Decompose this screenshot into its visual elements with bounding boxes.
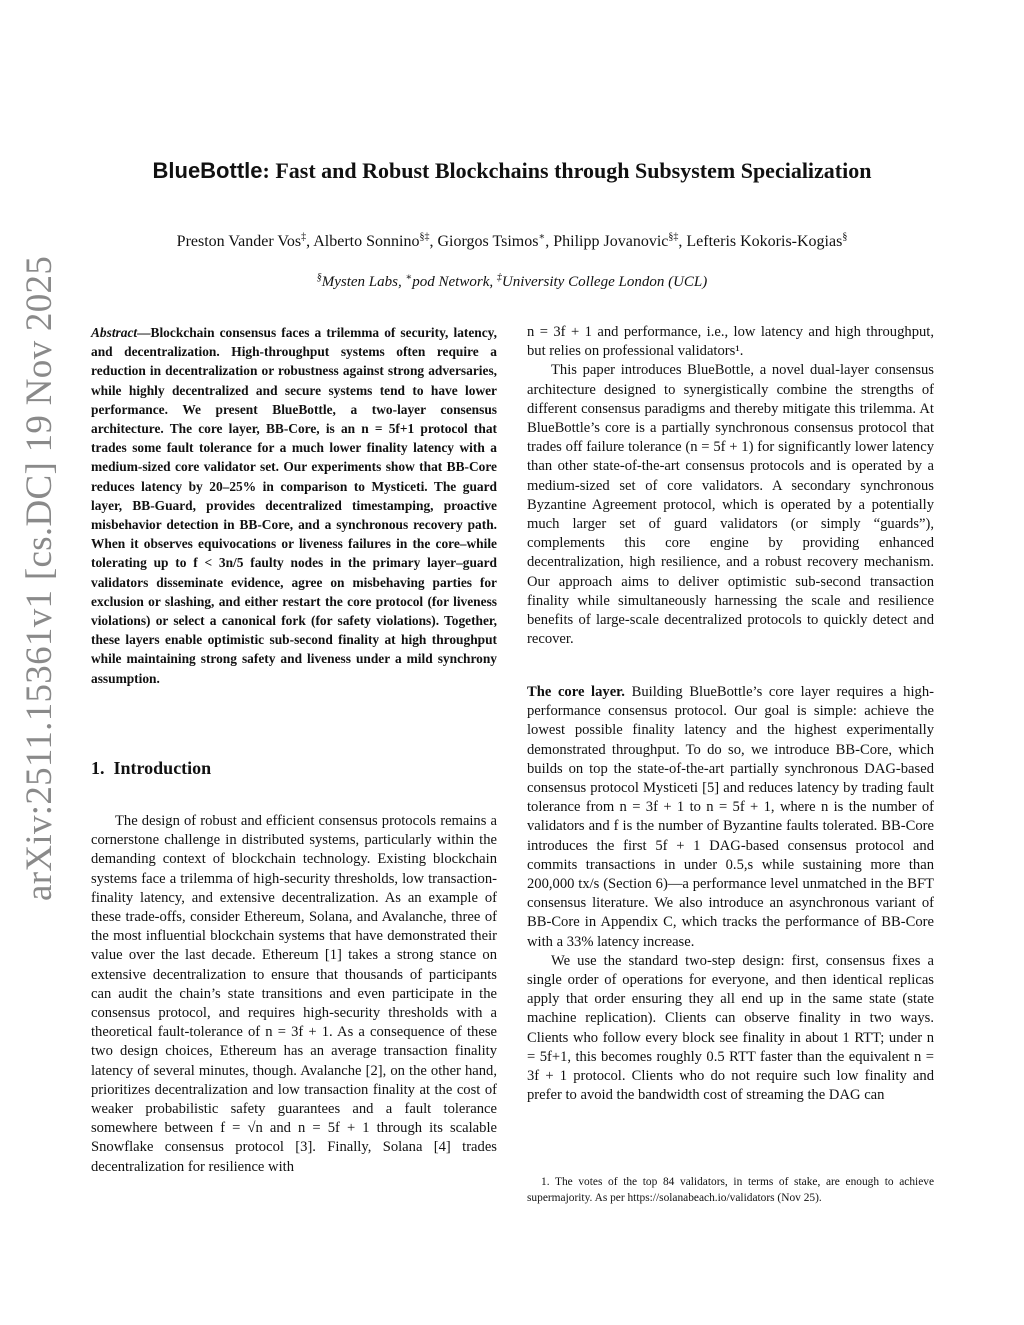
author: Alberto Sonnino [313,233,420,250]
author-list: Preston Vander Vos‡, Alberto Sonnino§‡, Giorgos Tsimos∗, Philipp Jovanovic§‡, Lefteris Kokoris-Kogias§ [176,231,848,250]
author: Lefteris Kokoris-Kogias [686,233,843,250]
author-mark: §‡ [668,231,679,243]
abstract-label: Abstract [91,325,138,340]
affiliation-mark: ∗ [405,272,413,283]
core-layer-text: Building BlueBottle’s core layer requires a high-performance consensus protocol. Our goal is simple: achieve the lowest possible finality latency and the highest experimentally demonstrated throughput. To do so, we introduce BB-Core, which builds on top the state-of-the-art partially synchronous DAG-based consensus protocol Mysticeti [5] and reduces latency by trading fault tolerance from n = 3f + 1 to n = 5f + 1, where n is the number of validators and f is the number of Byzantine faults tolerated. BB-Core introduces the first 5f + 1 DAG-based consensus protocol and commits transactions in under 0.5,s while sustaining more than 200,000 tx/s (Section 6)—a performance level unmatched in the BFT consensus literature. We also introduce an asynchronous variant of BB-Core in Appendix C, which tracks the performance of BB-Core with a 33% latency increase. [527,684,934,950]
author: Philipp Jovanovic [553,233,669,250]
abstract [91,323,497,688]
author: Preston Vander Vos [176,233,302,250]
title-rest: : Fast and Robust Blockchains through Subsystem Specialization [262,158,872,183]
paragraph-two-step: We use the standard two-step design: first, consensus fixes a single order of operations for everyone, and then identical replicas apply that order ensuring they all end up in the same state (state machine replication). Clients can observe finality in two ways. Clients who follow every block see finality in about 1 RTT; under n = 5f+1, this becomes roughly 0.5 RTT faster than the equivalent n = 3f + 1 protocol. Clients who do not require such low finality and prefer to avoid the bandwidth cost of streaming the DAG can [527,952,934,1104]
affiliation: University College London (UCL) [501,274,708,290]
core-layer-heading: The core layer. [527,684,625,700]
author-mark: § [842,231,848,243]
affiliation: pod Network [412,274,490,290]
affiliations: §Mysten Labs, ∗pod Network, ‡University College London (UCL) [316,272,708,290]
section-number: 1. [91,758,105,778]
author-mark: ‡ [301,231,307,243]
paragraph-bluebottle-intro: This paper introduces BlueBottle, a novel dual-layer consensus architecture designed to synergistically combine the strengths of different consensus paradigms and thereby mitigate this trilemma. At BlueBottle’s core is a partially synchronous consensus protocol that trades off failure tolerance (n = 5f + 1) for significantly lower latency than other state-of-the-art consensus protocols and is operated by a medium-sized set of core validators. A secondary synchronous Byzantine Agreement protocol, which is operated by a potentially much larger set of guard validators (or simply “guards”), complements this core engine by providing enhanced decentralization, high resilience, and a robust recovery mechanism. Our approach aims to deliver optimistic sub-second transaction finality while simultaneously harnessing the scale and resilience benefits of large-scale decentralized protocols to quickly detect and recover. [527,362,934,648]
footnote [527,1174,934,1206]
core-layer-paragraph [527,683,934,952]
abstract-text: —Blockchain consensus faces a trilemma of security, latency, and decentralization. High-throughput systems often require a reduction in decentralization or robustness against strong adversaries, while highly decentralized and secure systems tend to have lower performance. We present BlueBottle, a two-layer consensus architecture. The core layer, BB-Core, is an n = 5f+1 protocol that trades some fault tolerance for a much lower finality latency with a medium-sized core validator set. Our experiments show that BB-Core reduces latency by 20–25% in comparison to Mysticeti. The guard layer, BB-Guard, provides decentralized timestamping, proactive misbehavior detection in BB-Core, and a synchronous recovery path. When it observes equivocations or liveness failures in the core–while tolerating up to f < 3n/5 faulty nodes in the primary layer–guard validators disseminate evidence, agree on misbehaving parties for exclusion or slashing, and either restart the core protocol (for liveness violations) or select a canonical fork (for safety violations). Together, these layers enable optimistic sub-second finality at high throughput while maintaining strong safety and liveness under a mild synchrony assumption. [91,325,497,686]
paper-title [60,158,964,184]
affiliation: Mysten Labs [321,274,398,290]
author-mark: §‡ [419,231,430,243]
paragraph-continuation: n = 3f + 1 and performance, i.e., low latency and high throughput, but relies on professional validators¹. [527,324,934,360]
arxiv-identifier: arXiv:2511.15361v1 [cs.DC] 19 Nov 2025 [19,255,60,901]
affiliation-mark: § [316,272,322,283]
intro-paragraph: The design of robust and efficient consensus protocols remains a cornerstone challenge in distributed systems, particularly within the demanding context of blockchain technology. Existing blockchain systems face a trilemma of high-security thresholds, low transaction-finality latency, and extensive decentralization. As an example of these trade-offs, consider Ethereum, Solana, and Avalanche, three of the most influential blockchain systems that have demonstrated their value over the last decade. Ethereum [1] takes a strong stance on extensive decentralization to ensure that thousands of participants can audit the chain’s state transitions and even participate in the consensus protocol, and requires high-security thresholds with a theoretical fault-tolerance of n = 3f + 1. As a consequence of these two design choices, Ethereum has an average transaction finality latency of several minutes, though. Avalanche [2], on the other hand, prioritizes decentralization and low transaction finality at the cost of weaker probabilistic safety guarantees and a fault tolerance somewhere between f = √n and n = 5f + 1 through its scalable Snowflake consensus protocol [3]. Finally, Solana [4] trades decentralization for resilience with [91,813,497,1175]
footnote-text: 1. The votes of the top 84 validators, in terms of stake, are enough to achieve supermajority. As per https://solanabeach.io/validators (Nov 25). [527,1176,934,1204]
affiliation-mark: ‡ [496,272,502,283]
right-column-core [527,683,934,1105]
system-name: BlueBottle [152,158,263,183]
section-heading [91,758,211,779]
author: Giorgos Tsimos [437,233,539,250]
author-mark: ∗ [538,231,546,243]
section-title: Introduction [113,758,212,778]
intro-column [91,812,497,1177]
right-column-top [527,323,934,649]
